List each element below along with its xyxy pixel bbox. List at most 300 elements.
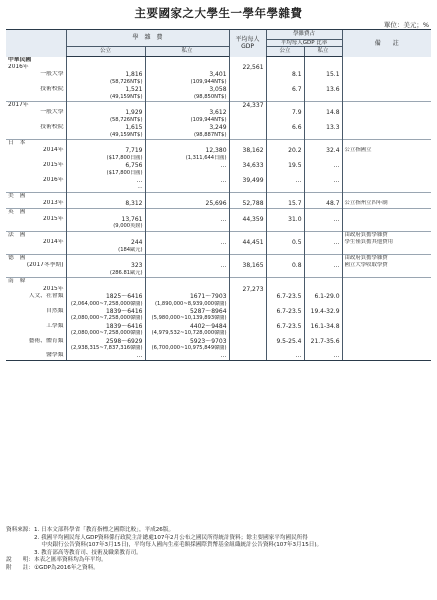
cell-gdp	[229, 109, 266, 116]
cell-gdp	[229, 57, 266, 64]
cell-public: ($17,800日圓)	[66, 155, 145, 162]
cell-label: 自然類	[46, 307, 64, 314]
cell-ratio-private	[304, 101, 342, 109]
cell-public: ($17,800日圓)	[66, 170, 145, 177]
footnote-line: 資料來源：1. 日本文部科學省「教育指標之國際比較」，平成26版。	[6, 527, 175, 533]
cell-ratio-public: 6.7	[266, 86, 304, 93]
header-fees: 學 雜 費	[66, 30, 229, 47]
cell-ratio-private	[304, 208, 342, 216]
cell-ratio-public	[266, 192, 304, 200]
cell-label	[6, 270, 66, 278]
cell-public: (2,080,000~7,258,000韓圜)	[66, 315, 145, 322]
cell-private: 1671～7903	[145, 293, 229, 300]
cell-label: 人文、社會類	[28, 293, 64, 300]
cell-label: 2015年	[42, 285, 64, 292]
cell-private	[145, 139, 229, 147]
table-row	[6, 315, 431, 322]
cell-private: (4,979,532~10,728,000韓圜)	[145, 330, 229, 337]
cell-private: (1,890,000~8,939,000韓圜)	[145, 301, 229, 308]
cell-private	[145, 255, 229, 263]
cell-ratio-public	[266, 132, 304, 140]
cell-label: 美 國	[6, 192, 66, 200]
cell-remark	[342, 286, 431, 293]
cell-label	[6, 170, 66, 177]
table-row	[6, 301, 431, 308]
table-row	[6, 338, 431, 345]
cell-gdp	[229, 170, 266, 177]
header-gdp: 平均每人GDP	[229, 30, 266, 57]
cell-remark: 國立大學收取學費	[342, 262, 431, 269]
cell-public	[66, 255, 145, 263]
cell-private: (109,944NT$)	[145, 117, 229, 124]
header-ratio-private: 私立	[304, 47, 342, 57]
header-remark: 備 註	[342, 30, 431, 57]
cell-private: 3,058	[145, 86, 229, 93]
table-row	[6, 216, 431, 223]
cell-public: 2598～6929	[66, 338, 145, 345]
cell-ratio-private	[304, 330, 342, 337]
table-row	[6, 170, 431, 177]
tuition-table	[6, 29, 431, 361]
cell-public: (286.81歐元)	[66, 270, 145, 278]
cell-public: 1,929	[66, 109, 145, 116]
cell-public: …	[66, 184, 145, 192]
cell-ratio-public	[266, 247, 304, 255]
cell-remark	[342, 94, 431, 102]
cell-private	[145, 208, 229, 216]
cell-ratio-public: 6.7-23.5	[266, 323, 304, 330]
table-row	[6, 200, 431, 208]
cell-label: 2016年	[8, 63, 29, 70]
cell-ratio-private	[304, 345, 342, 352]
cell-label: 2015年	[42, 216, 64, 223]
cell-public	[66, 64, 145, 71]
cell-ratio-public	[266, 345, 304, 352]
table-row	[6, 208, 431, 216]
cell-ratio-public	[266, 184, 304, 192]
cell-remark	[342, 86, 431, 93]
cell-public: 1825～6416	[66, 293, 145, 300]
cell-ratio-public	[266, 301, 304, 308]
table-row	[6, 124, 431, 131]
cell-private: 25,696	[145, 200, 229, 208]
cell-label	[6, 330, 66, 337]
cell-ratio-public	[266, 315, 304, 322]
cell-ratio-private: 32.4	[304, 147, 342, 154]
footnote-line: 說 明：本表之匯率資料均為年平均。	[6, 557, 107, 563]
cell-gdp: 52,788	[229, 200, 266, 208]
cell-ratio-public	[266, 117, 304, 124]
table-row	[6, 192, 431, 200]
cell-label: 英 國	[6, 208, 66, 216]
cell-gdp: 44,451	[229, 239, 266, 246]
cell-remark	[342, 57, 431, 64]
cell-ratio-private	[304, 247, 342, 255]
cell-label: 技術校院	[40, 86, 64, 93]
table-row	[6, 270, 431, 278]
table-row	[6, 262, 431, 269]
cell-gdp	[229, 293, 266, 300]
cell-gdp: 27,273	[229, 286, 266, 293]
cell-remark	[342, 101, 431, 109]
header-ratio-top: 學雜費占	[266, 30, 342, 40]
cell-label: 日 本	[6, 139, 66, 147]
cell-label	[6, 155, 66, 162]
cell-private: 4402～9484	[145, 323, 229, 330]
cell-private: 3,612	[145, 109, 229, 116]
cell-remark	[342, 330, 431, 337]
cell-label: 2016年	[42, 177, 64, 183]
header-ratio-bottom: 平均每人GDP 比率	[266, 40, 342, 47]
cell-ratio-public	[266, 57, 304, 64]
cell-remark	[342, 338, 431, 345]
cell-remark	[342, 184, 431, 192]
cell-ratio-public	[266, 286, 304, 293]
cell-ratio-private	[304, 94, 342, 102]
cell-remark: 公立指國立	[342, 147, 431, 154]
table-row	[6, 139, 431, 147]
cell-public: (184歐元)	[66, 247, 145, 255]
unit-label: 單位：美元；%	[383, 21, 429, 29]
cell-ratio-public	[266, 255, 304, 263]
cell-private: …	[145, 352, 229, 360]
footnote-line: 中央銀行公告資料(107年3月15日)，平均每人國內生產毛額採國際貨幣基金組織統計公告資料(107年3月15日)。	[6, 542, 323, 548]
cell-gdp	[229, 247, 266, 255]
cell-remark: 由政府負擔學雜費	[342, 255, 431, 263]
footnotes	[6, 527, 431, 572]
cell-remark	[342, 278, 431, 286]
cell-ratio-public: …	[266, 177, 304, 184]
cell-private	[145, 286, 229, 293]
cell-gdp	[229, 124, 266, 131]
cell-private	[145, 192, 229, 200]
cell-ratio-public: 6.7-23.5	[266, 308, 304, 315]
cell-remark	[342, 79, 431, 86]
cell-ratio-private	[304, 79, 342, 86]
table-row	[6, 162, 431, 169]
cell-ratio-private: 21.7-35.6	[304, 338, 342, 345]
cell-remark	[342, 170, 431, 177]
cell-private	[145, 270, 229, 278]
cell-private: (1,311,644日圓)	[145, 155, 229, 162]
header-public: 公立	[66, 47, 145, 57]
cell-public	[66, 278, 145, 286]
cell-public	[66, 101, 145, 109]
cell-gdp	[229, 330, 266, 337]
cell-gdp: 24,337	[229, 101, 266, 109]
cell-remark	[342, 308, 431, 315]
table-row	[6, 71, 431, 78]
cell-private: …	[145, 239, 229, 246]
cell-gdp: 22,561	[229, 64, 266, 71]
cell-private: (5,980,000~10,139,893韓圜)	[145, 315, 229, 322]
cell-label	[6, 94, 66, 102]
cell-ratio-private	[304, 57, 342, 64]
footnote-line: 3. 教育部高等教育司、技術及職業教育司。	[6, 549, 142, 556]
cell-ratio-public	[266, 208, 304, 216]
cell-private	[145, 64, 229, 71]
cell-remark	[342, 216, 431, 223]
cell-public: 7,719	[66, 147, 145, 154]
cell-ratio-public	[266, 94, 304, 102]
cell-private	[145, 223, 229, 231]
cell-ratio-private	[304, 223, 342, 231]
table-row	[6, 109, 431, 116]
cell-label: 醫學類	[6, 352, 66, 360]
cell-public: 323	[66, 262, 145, 269]
cell-label: 南 韓	[6, 278, 66, 286]
cell-gdp: 39,499	[229, 177, 266, 184]
cell-gdp	[229, 139, 266, 147]
cell-remark	[342, 64, 431, 71]
cell-ratio-public: 0.5	[266, 239, 304, 246]
cell-remark	[342, 315, 431, 322]
cell-ratio-private	[304, 192, 342, 200]
cell-private: 12,380	[145, 147, 229, 154]
cell-public: 13,761	[66, 216, 145, 223]
header-private: 私立	[145, 47, 229, 57]
cell-public	[66, 231, 145, 239]
footnote-line: 附 註：①GDP為2016年之資料。	[6, 564, 99, 571]
table-row	[6, 323, 431, 330]
table-row	[6, 132, 431, 140]
cell-ratio-private: 14.8	[304, 109, 342, 116]
cell-label: 2013年	[42, 200, 64, 207]
page-title: 主要國家之大學生一學年學雜費	[134, 6, 303, 20]
cell-public: 1,816	[66, 71, 145, 78]
cell-public	[66, 208, 145, 216]
cell-public: 1,615	[66, 124, 145, 131]
cell-gdp	[229, 184, 266, 192]
cell-ratio-public: 6.7-23.5	[266, 293, 304, 300]
cell-ratio-public: 9.5-25.4	[266, 338, 304, 345]
cell-private: …	[145, 216, 229, 223]
cell-ratio-private: 6.1-29.0	[304, 293, 342, 300]
cell-gdp	[229, 270, 266, 278]
cell-remark	[342, 155, 431, 162]
cell-ratio-public	[266, 101, 304, 109]
cell-private: (6,700,000~10,975,849韓圜)	[145, 345, 229, 352]
cell-remark	[342, 132, 431, 140]
cell-private: 5287～8964	[145, 308, 229, 315]
cell-label: 2014年	[42, 147, 64, 154]
cell-private: (98,887NT$)	[145, 132, 229, 140]
cell-label: 中華民國	[8, 56, 32, 63]
table-row	[6, 345, 431, 352]
cell-remark	[342, 352, 431, 360]
cell-gdp	[229, 323, 266, 330]
cell-ratio-private	[304, 139, 342, 147]
cell-gdp	[229, 208, 266, 216]
cell-ratio-private: …	[304, 352, 342, 360]
table-row	[6, 293, 431, 300]
cell-label: 一般大學	[40, 109, 64, 116]
cell-gdp: 38,162	[229, 147, 266, 154]
cell-label	[6, 223, 66, 231]
cell-public: 244	[66, 239, 145, 246]
cell-ratio-public	[266, 223, 304, 231]
cell-gdp	[229, 352, 266, 360]
cell-public: 1839～6416	[66, 308, 145, 315]
cell-private: (109,944NT$)	[145, 79, 229, 86]
cell-label	[6, 79, 66, 86]
cell-private	[145, 247, 229, 255]
cell-ratio-private	[304, 270, 342, 278]
cell-ratio-private: …	[304, 216, 342, 223]
cell-gdp	[229, 315, 266, 322]
cell-public: …	[66, 177, 145, 184]
cell-ratio-public: 15.7	[266, 200, 304, 208]
cell-remark	[342, 270, 431, 278]
cell-ratio-public: …	[266, 352, 304, 360]
cell-ratio-private: 13.3	[304, 124, 342, 131]
cell-private	[145, 184, 229, 192]
header-blank	[6, 30, 66, 57]
cell-ratio-private	[304, 315, 342, 322]
cell-ratio-public	[266, 231, 304, 239]
cell-ratio-private	[304, 132, 342, 140]
table-row	[6, 86, 431, 93]
cell-label: 技術校院	[40, 124, 64, 131]
cell-label	[6, 132, 66, 140]
header-ratio-public: 公立	[266, 47, 304, 57]
cell-remark	[342, 247, 431, 255]
cell-label: 2014年	[42, 239, 64, 246]
cell-gdp	[229, 86, 266, 93]
cell-gdp	[229, 155, 266, 162]
cell-public: (49,159NT$)	[66, 132, 145, 140]
cell-private: (98,850NT$)	[145, 94, 229, 102]
cell-ratio-public	[266, 278, 304, 286]
cell-remark	[342, 345, 431, 352]
cell-gdp: 34,633	[229, 162, 266, 169]
cell-ratio-public	[266, 155, 304, 162]
cell-label: 藝術、體育類	[28, 337, 64, 344]
cell-ratio-public	[266, 270, 304, 278]
table-row	[6, 308, 431, 315]
cell-gdp	[229, 71, 266, 78]
cell-remark	[342, 177, 431, 184]
cell-ratio-public: 19.5	[266, 162, 304, 169]
cell-public: (2,080,000~7,258,000韓圜)	[66, 330, 145, 337]
table-row	[6, 223, 431, 231]
cell-ratio-public: 0.8	[266, 262, 304, 269]
table-row	[6, 79, 431, 86]
cell-label	[6, 184, 66, 192]
cell-remark	[342, 109, 431, 116]
table-row	[6, 184, 431, 192]
cell-private: 5923～9703	[145, 338, 229, 345]
cell-label: 2017年	[6, 101, 66, 109]
cell-ratio-private: 15.1	[304, 71, 342, 78]
cell-private: …	[145, 162, 229, 169]
table-row	[6, 147, 431, 154]
cell-ratio-private	[304, 286, 342, 293]
cell-remark	[342, 223, 431, 231]
cell-gdp	[229, 117, 266, 124]
cell-label	[6, 315, 66, 322]
cell-ratio-private	[304, 155, 342, 162]
cell-ratio-private	[304, 255, 342, 263]
cell-label: 2015年	[42, 162, 64, 169]
table-row	[6, 352, 431, 360]
cell-ratio-public	[266, 79, 304, 86]
cell-remark	[342, 293, 431, 300]
cell-ratio-private: …	[304, 162, 342, 169]
cell-ratio-public	[266, 330, 304, 337]
table-row	[6, 278, 431, 286]
cell-public	[66, 139, 145, 147]
cell-ratio-private	[304, 64, 342, 71]
cell-remark	[342, 323, 431, 330]
cell-ratio-private: 13.6	[304, 86, 342, 93]
table-row	[6, 247, 431, 255]
cell-private: …	[145, 262, 229, 269]
cell-remark	[342, 192, 431, 200]
cell-private	[145, 170, 229, 177]
cell-ratio-private: …	[304, 262, 342, 269]
cell-public: 8,312	[66, 200, 145, 208]
cell-public: (49,159NT$)	[66, 94, 145, 102]
cell-private	[145, 278, 229, 286]
cell-ratio-private: 19.4-32.9	[304, 308, 342, 315]
cell-remark	[342, 139, 431, 147]
cell-remark	[342, 124, 431, 131]
cell-ratio-private	[304, 278, 342, 286]
cell-ratio-private: 16.1-34.8	[304, 323, 342, 330]
cell-gdp	[229, 223, 266, 231]
table-body	[6, 57, 431, 361]
cell-private	[145, 57, 229, 64]
cell-private: 3,249	[145, 124, 229, 131]
cell-ratio-public: 20.2	[266, 147, 304, 154]
table-row	[6, 239, 431, 246]
table-row	[6, 57, 431, 64]
cell-public	[66, 57, 145, 64]
cell-label	[6, 117, 66, 124]
cell-label: 法 國	[6, 231, 66, 239]
cell-ratio-private	[304, 170, 342, 177]
cell-gdp	[229, 79, 266, 86]
cell-ratio-public: 7.9	[266, 109, 304, 116]
table-row	[6, 330, 431, 337]
cell-remark: 由政府負擔學雜費	[342, 231, 431, 239]
table-row	[6, 117, 431, 124]
cell-gdp	[229, 231, 266, 239]
cell-private	[145, 231, 229, 239]
cell-public: (9,000英鎊)	[66, 223, 145, 231]
cell-gdp	[229, 192, 266, 200]
cell-public: (2,938,315~7,837,316韓圜)	[66, 345, 145, 352]
cell-ratio-private	[304, 117, 342, 124]
cell-gdp	[229, 255, 266, 263]
cell-remark	[342, 301, 431, 308]
cell-public: …	[66, 352, 145, 360]
cell-public: 1839～6416	[66, 323, 145, 330]
cell-label: 德 國	[6, 255, 66, 263]
cell-gdp	[229, 301, 266, 308]
cell-private	[145, 101, 229, 109]
cell-remark	[342, 71, 431, 78]
cell-label	[6, 345, 66, 352]
cell-remark	[342, 162, 431, 169]
footnote-line: 2. 我國平均國民每人GDP資料係行政院主計總處107年2月公布之國民所得統計資料；餘主要國家平均國民所得	[6, 534, 308, 541]
cell-label	[6, 247, 66, 255]
cell-gdp	[229, 94, 266, 102]
cell-ratio-private: …	[304, 239, 342, 246]
cell-ratio-public: 8.1	[266, 71, 304, 78]
table-row	[6, 231, 431, 239]
